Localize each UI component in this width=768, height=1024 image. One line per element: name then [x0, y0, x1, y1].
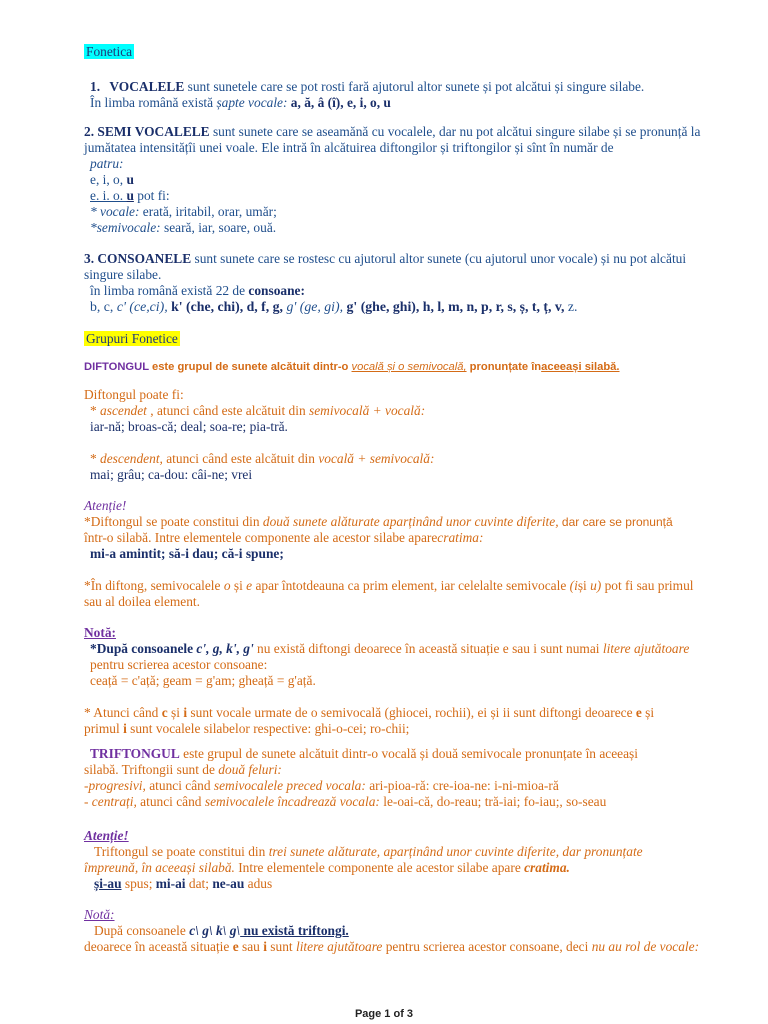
semivocale-label: *semivocale:: [90, 220, 164, 235]
consoane-list-d: g' (ge, gi),: [286, 299, 344, 314]
semivocale-list-underlined: e. i. o.: [90, 188, 127, 203]
triftong-def2: silabă. Triftongii sunt de: [84, 762, 219, 777]
consoane-list-b: c' (ce,ci),: [116, 299, 168, 314]
atentie2-italic2: împreună, în aceeași silabă.: [84, 860, 235, 875]
progresivi-rule: semivocalele preced vocala:: [213, 778, 366, 793]
nota-diftong: [84, 625, 704, 737]
consoane-count-bold: consoane:: [248, 283, 305, 298]
semivocale-rule3: pot fi sau primul sau al doilea element.: [84, 578, 694, 609]
atentie-italic: două sunete alăturate aparținând unor cuvinte diferite,: [262, 514, 559, 529]
nota-triftong: [84, 907, 704, 955]
progresivi-label: -progresivi,: [84, 778, 146, 793]
semivocale-rule2: apar întotdeauna ca prim element, iar celelalte semivocale: [252, 578, 570, 593]
centrati-rule: semivocalele încadrează vocala:: [204, 794, 380, 809]
consoane-list-e: g' (ghe, ghi), h, l, m, n, p, r, s, ș, t, ț, v,: [343, 299, 565, 314]
nota-p2-text: sunt vocale urmate de o semivocală (ghiocei, rochii), ei și ii sunt diftongi deoarece: [187, 705, 636, 720]
progresivi-text: atunci când: [145, 778, 214, 793]
atentie2-italic: trei sunete alăturate, aparținând unor cuvinte diferite, dar pronunțate: [268, 844, 643, 859]
item-number: 1.: [90, 79, 101, 94]
heading-grupuri: [84, 331, 704, 347]
cratima-word: cratima:: [437, 530, 484, 545]
descendent-text: atunci când este alcătuit din: [162, 451, 319, 466]
nota-italic: litere ajutătoare: [602, 641, 690, 656]
triftong-example: ne-au: [212, 876, 245, 891]
progresivi-examples: ari-pioa-ră: cre-ioa-ne: i-ni-mioa-ră: [365, 778, 559, 793]
cratima-word: cratima.: [524, 860, 570, 875]
consoane-list-a: b, c,: [90, 299, 117, 314]
semivocale-u-underlined: u: [126, 188, 134, 203]
ascendent-examples: iar-nă; broas-că; deal; soa-re; pia-tră.: [90, 419, 288, 434]
atentie2-text: Triftongul se poate constitui din: [94, 844, 269, 859]
consoane-title: 3. CONSOANELE: [84, 251, 192, 266]
atentie-title: Atenție!: [84, 828, 129, 843]
ascendent-text: , atunci când este alcătuit din: [146, 403, 310, 418]
conj: și: [230, 578, 247, 593]
diftong-def-italic: vocală și o semivocală,: [351, 361, 467, 373]
nota-text2: nu există diftongi deoarece în această situație e sau i sunt numai: [253, 641, 603, 656]
triftong-paragraph: [84, 746, 704, 810]
consoane-text: sunt sunete care se rostesc cu ajutorul altor sunete (cu ajutorul unor vocale) și nu pot alcătui singure silabe.: [84, 251, 687, 282]
atentie-text-end: dar care se pronunță: [558, 515, 673, 529]
atentie-title: Atenție!: [84, 498, 127, 513]
nota2-text: După consoanele: [94, 923, 190, 938]
centrati-label: - centrați,: [84, 794, 137, 809]
diftong-def-syllable: aceeași silabă.: [541, 361, 620, 373]
nota2-text3: pentru scrierea acestor consoane, deci: [382, 939, 592, 954]
diftong-can-be: Diftongul poate fi:: [84, 387, 184, 402]
triftong-title: TRIFTONGUL: [90, 746, 180, 761]
page-footer: Page 1 of 3: [354, 1008, 414, 1020]
nota-consonants: c', g, k', g': [196, 641, 254, 656]
semivocale-can-be: pot fi:: [133, 188, 170, 203]
letter-u: u): [590, 578, 602, 593]
semivocale-paragraph: [84, 124, 704, 236]
triftong-example: mi-ai: [155, 876, 186, 891]
triftong-example-text: spus;: [121, 876, 156, 891]
conj: și: [641, 705, 655, 720]
vocale-title: VOCALELE: [109, 79, 185, 94]
nota-examples: ceață = c'ață; geam = g'am; gheață = g'ață.: [90, 673, 316, 688]
nota2-consonants: c\ g\ k\ g\: [189, 923, 241, 938]
descendent-examples: mai; grâu; ca-dou: câi-ne; vrei: [90, 467, 253, 482]
vocale-examples: erată, iritabil, orar, umăr;: [142, 204, 277, 219]
centrati-examples: le-oai-că, do-reau; tră-iai; fo-iau;, so-seau: [379, 794, 607, 809]
nota2-text2: deoarece în această situație: [84, 939, 233, 954]
nota-p2-end: sunt vocalele silabelor respective: ghi-o-cei; ro-chii;: [126, 721, 410, 736]
consoane-paragraph: [84, 251, 704, 315]
ascendent-formula: semivocală + vocală:: [309, 403, 426, 418]
semivocale-rule: *În diftong, semivocalele: [84, 578, 224, 593]
vocale-letters: a, ă, â (î), e, i, o, u: [287, 95, 391, 110]
centrati-text: atunci când: [136, 794, 205, 809]
letter: e: [635, 705, 642, 720]
triftong-def: este grupul de sunete alcătuit dintr-o vocală și două semivocale pronunțate în aceeași: [179, 746, 638, 761]
nota-text: *După consoanele: [90, 641, 197, 656]
semivocale-title: 2. SEMI VOCALELE: [84, 124, 210, 139]
letter: i: [183, 705, 188, 720]
conj: sau: [238, 939, 264, 954]
atentie-text: *Diftongul se poate constitui din: [84, 514, 263, 529]
letter: i: [263, 939, 267, 954]
letter-i: (i: [569, 578, 578, 593]
atentie-triftong: [84, 828, 704, 892]
nota-title: Notă:: [84, 907, 115, 922]
semivocale-list: e, i, o,: [90, 172, 127, 187]
bullet: *: [90, 403, 101, 418]
descendent-formula: vocală + semivocală:: [318, 451, 435, 466]
triftong-example-text: dat;: [185, 876, 213, 891]
nota-p2: * Atunci când: [84, 705, 162, 720]
semivocale-text: sunt sunete care se aseamănă cu vocalele, dar nu pot alcătui singure silabe și se pronunță la jumătatea intensitățîi unei voale. Ele intră în alcătuirea diftongilor și triftongilor și sînt în număr de: [84, 124, 701, 155]
conj: sunt: [266, 939, 296, 954]
nota-text3: pentru scrierea acestor consoane:: [90, 657, 268, 672]
letter: c: [161, 705, 168, 720]
semivocale-u: u: [126, 172, 134, 187]
conj: și: [167, 705, 184, 720]
letter: i: [123, 721, 127, 736]
semivocale-count: patru:: [90, 156, 124, 171]
vocale-paragraph: [84, 79, 704, 111]
atentie-text2: într-o silabă. Intre elementele componente ale acestor silabe apare: [84, 530, 438, 545]
consoane-list-f: z.: [564, 299, 578, 314]
nota2-italic: litere ajutătoare: [295, 939, 383, 954]
letter-e: e: [246, 578, 253, 593]
descendent-label: descendent,: [100, 451, 163, 466]
vocale-label: * vocale:: [90, 204, 143, 219]
diftong-definition: [84, 359, 704, 375]
diftong-title: DIFTONGUL: [84, 361, 149, 373]
vocale-text: sunt sunetele care se pot rosti fară ajutorul altor sunete și pot alcătui și singure silabe.: [184, 79, 645, 94]
cratima-examples: mi-a amintit; să-i dau; că-i spune;: [90, 546, 284, 561]
vocale-count-italic: șapte vocale:: [216, 95, 288, 110]
nota-title: Notă:: [84, 625, 116, 640]
nota2-italic-end: nu au rol de vocale:: [591, 939, 700, 954]
atentie-diftong: [84, 498, 704, 610]
atentie2-text2: Intre elementele componente ale acestor silabe apare: [234, 860, 525, 875]
diftong-types: [84, 387, 704, 483]
nota2-rule: nu există triftongi.: [240, 923, 349, 938]
triftong-example: și-au: [94, 876, 122, 891]
section-heading: Grupuri Fonetice: [86, 331, 178, 346]
section-heading: Fonetica: [86, 44, 133, 59]
consoane-count: în limba română există 22 de: [90, 283, 249, 298]
triftong-example-text: adus: [244, 876, 273, 891]
nota-p2-line2: primul: [84, 721, 124, 736]
conj: și: [577, 578, 591, 593]
diftong-def-text2: pronunțate în: [466, 361, 542, 373]
consoane-list-c: k' (che, chi), d, f, g,: [167, 299, 287, 314]
semivocale-examples: seară, iar, soare, ouă.: [164, 220, 277, 235]
triftong-kinds: două feluri:: [218, 762, 282, 777]
vocale-count-text: În limba română există: [90, 95, 217, 110]
ascendent-label: ascendet: [100, 403, 147, 418]
bullet: *: [90, 451, 101, 466]
heading-fonetica: [84, 44, 704, 60]
letter: e: [232, 939, 239, 954]
letter-o: o: [223, 578, 231, 593]
diftong-def-text: este grupul de sunete alcătuit dintr-o: [148, 361, 352, 373]
